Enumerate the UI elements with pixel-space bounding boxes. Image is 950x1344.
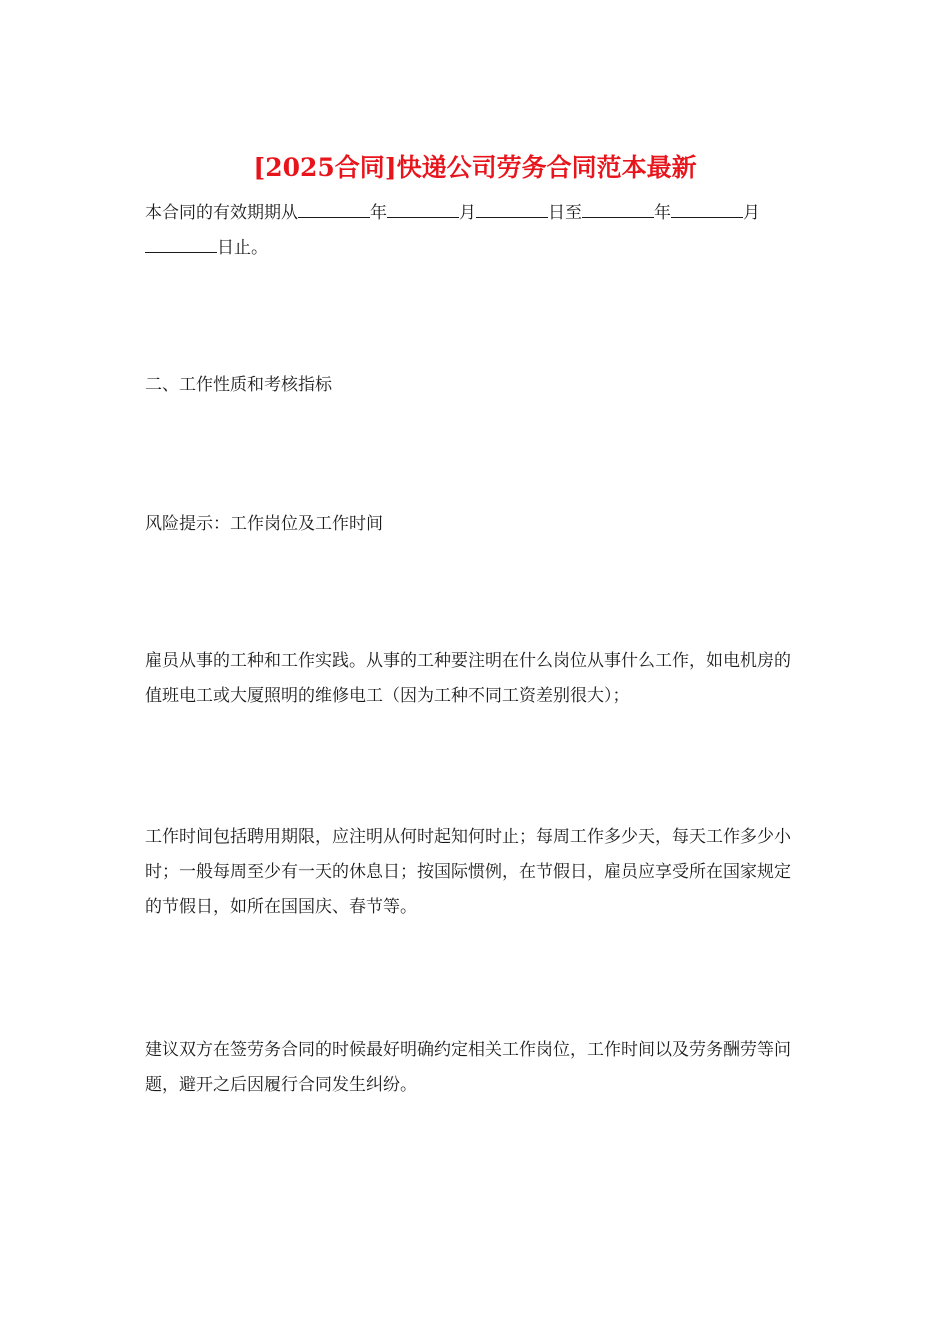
section-heading: 二、工作性质和考核指标 <box>145 375 332 395</box>
paragraph-time: 工作时间包括聘用期限，应注明从何时起知何时止；每周工作多少天，每天工作多少小时；一般每周至少有一天的休息日；按国际惯例，在节假日，雇员应享受所在国家规定的节假日，如所在国国庆、春节等。 <box>145 827 791 917</box>
blank-field <box>671 200 743 218</box>
blank-field <box>476 200 548 218</box>
paragraph-advice: 建议双方在签劳务合同的时候最好明确约定相关工作岗位，工作时间以及劳务酬劳等问题，避开之后因履行合同发生纠纷。 <box>145 1040 791 1095</box>
validity-day-2: 日止。 <box>217 238 268 258</box>
validity-clause <box>145 196 805 266</box>
blank-field <box>387 200 459 218</box>
validity-year-1: 年 <box>370 203 387 223</box>
validity-day-1: 日至 <box>548 203 582 223</box>
paragraph-job: 雇员从事的工种和工作实践。从事的工种要注明在什么岗位从事什么工作，如电机房的值班电工或大厦照明的维修电工（因为工种不同工资差别很大）； <box>145 651 791 706</box>
document-title: [2025合同]快递公司劳务合同范本最新 <box>253 153 697 182</box>
validity-month-1: 月 <box>459 203 476 223</box>
blank-field <box>145 235 217 253</box>
blank-field <box>582 200 654 218</box>
blank-field <box>298 200 370 218</box>
validity-year-2: 年 <box>654 203 671 223</box>
validity-month-2: 月 <box>743 203 760 223</box>
risk-tip: 风险提示：工作岗位及工作时间 <box>145 514 383 534</box>
validity-prefix: 本合同的有效期期从 <box>145 203 298 223</box>
